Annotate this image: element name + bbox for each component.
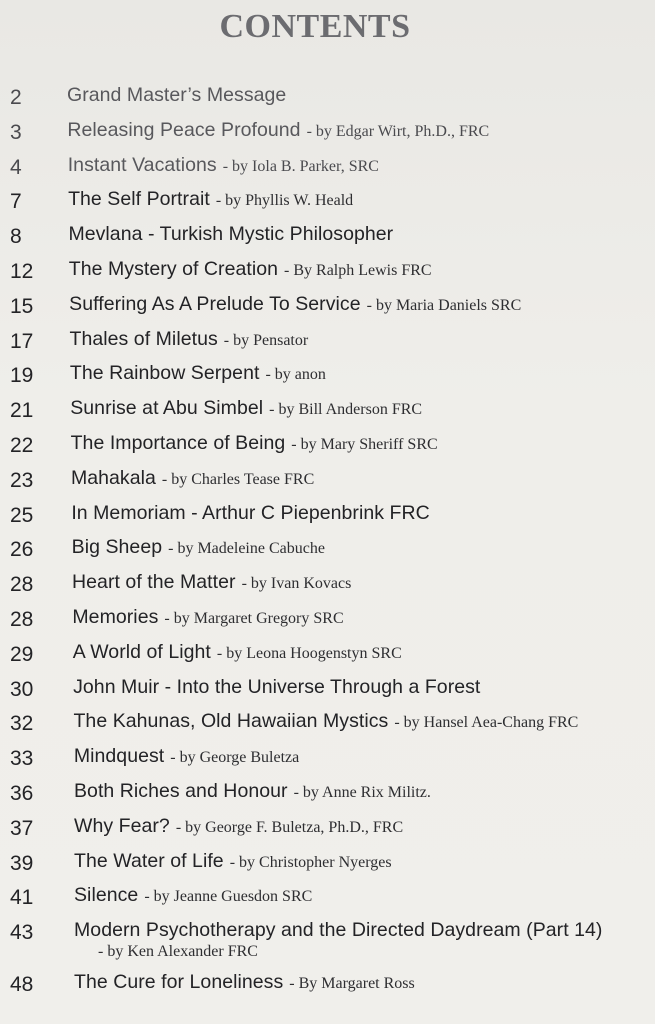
toc-entry[interactable]	[0, 536, 655, 571]
toc-entry[interactable]	[0, 641, 655, 676]
entry-text	[73, 710, 578, 733]
article-author: - by Margaret Gregory SRC	[164, 609, 344, 627]
page-number: 29	[10, 642, 34, 666]
article-title: Mevlana - Turkish Mystic Philosopher	[68, 223, 394, 246]
article-author: - by Leona Hoogenstyn SRC	[216, 644, 402, 662]
article-title: Grand Master’s Message	[67, 84, 287, 106]
article-title: John Muir - Into the Universe Through a Forest	[73, 675, 481, 698]
entry-text	[70, 362, 326, 385]
page-number: 28	[10, 573, 34, 597]
article-author: - by Hansel Aea-Chang FRC	[394, 714, 579, 732]
article-author: - by Edgar Wirt, Ph.D., FRC	[306, 122, 490, 140]
entry-text	[73, 641, 402, 664]
article-author: - By Ralph Lewis FRC	[284, 261, 432, 279]
toc-entry[interactable]	[0, 258, 655, 293]
page-number: 32	[10, 712, 34, 736]
article-title: Releasing Peace Profound	[67, 118, 301, 141]
entry-text	[74, 815, 403, 838]
page-number: 48	[10, 973, 34, 997]
article-title: Modern Psychotherapy and the Directed Daydream (Part 14)	[74, 919, 603, 942]
entry-text	[68, 154, 379, 177]
article-author: - By Margaret Ross	[289, 975, 415, 993]
page-number: 37	[10, 816, 34, 840]
toc-entry[interactable]	[0, 188, 655, 223]
article-title: Thales of Miletus	[69, 327, 218, 350]
article-title: The Self Portrait	[68, 188, 210, 211]
entry-text	[67, 119, 489, 142]
entry-text	[72, 536, 325, 559]
article-title: The Importance of Being	[70, 431, 286, 454]
toc-entry[interactable]	[0, 676, 655, 711]
article-title: Big Sheep	[71, 536, 163, 559]
article-title: Both Riches and Honour	[74, 779, 288, 802]
article-title: The Rainbow Serpent	[69, 362, 260, 385]
toc-entry[interactable]	[0, 362, 655, 397]
entry-text	[74, 971, 415, 994]
entry-text	[69, 293, 521, 316]
toc-entry[interactable]	[0, 223, 655, 258]
page-number: 8	[10, 225, 22, 249]
page-number: 17	[10, 329, 34, 353]
page-number: 3	[10, 120, 22, 144]
article-title: Heart of the Matter	[72, 571, 236, 594]
entry-text	[68, 223, 393, 246]
entry-text	[71, 432, 438, 455]
page-title: CONTENTS	[219, 8, 411, 45]
article-author: - by Pensator	[223, 331, 309, 349]
toc-entry[interactable]	[0, 84, 655, 119]
entry-text	[71, 467, 314, 490]
article-title: Why Fear?	[74, 814, 170, 837]
article-title: Sunrise at Abu Simbel	[70, 397, 264, 420]
toc-entry[interactable]	[0, 815, 655, 850]
page-number: 36	[10, 781, 34, 805]
article-title: A World of Light	[72, 640, 211, 663]
article-author: - by Jeanne Guesdon SRC	[144, 888, 313, 906]
article-author: - by anon	[265, 366, 326, 384]
toc-entry[interactable]	[0, 293, 655, 328]
toc-entry[interactable]	[0, 328, 655, 363]
page-number: 12	[10, 259, 34, 283]
entry-text	[72, 571, 351, 594]
entry-text	[67, 84, 286, 107]
entry-text	[74, 745, 299, 768]
entry-text	[70, 397, 422, 420]
toc-entry[interactable]	[0, 154, 655, 189]
page-number: 23	[10, 468, 34, 492]
article-title: The Cure for Loneliness	[74, 971, 284, 994]
toc-entry[interactable]	[0, 780, 655, 815]
article-title: Mahakala	[70, 466, 156, 489]
page-number: 2	[10, 86, 22, 109]
article-title: The Mystery of Creation	[68, 257, 279, 280]
toc-entry[interactable]	[0, 919, 655, 971]
toc-entry[interactable]	[0, 606, 655, 641]
page-number: 25	[10, 503, 34, 527]
article-title: In Memoriam - Arthur C Piepenbrink FRC	[71, 501, 430, 524]
toc-entry[interactable]	[0, 432, 655, 467]
article-author: - by Mary Sheriff SRC	[291, 435, 438, 453]
page-number: 7	[10, 190, 22, 214]
article-author: - by Bill Anderson FRC	[269, 401, 423, 419]
toc-entry[interactable]	[0, 710, 655, 745]
toc-entry[interactable]	[0, 884, 655, 919]
article-title: Mindquest	[73, 745, 165, 768]
article-author: - by Iola B. Parker, SRC	[222, 157, 379, 175]
page-number: 19	[10, 364, 34, 388]
article-title: Instant Vacations	[67, 153, 217, 176]
entry-text	[74, 884, 312, 907]
toc-entry[interactable]	[0, 119, 655, 154]
page-number: 28	[10, 607, 34, 631]
entry-text	[69, 258, 432, 281]
article-author: - by Ivan Kovacs	[241, 575, 352, 593]
toc-entry[interactable]	[0, 397, 655, 432]
entry-text	[68, 188, 353, 211]
entry-text	[70, 328, 309, 351]
toc-entry[interactable]	[0, 745, 655, 780]
page-number: 4	[10, 155, 22, 179]
page-number: 39	[10, 851, 34, 875]
entry-text	[74, 780, 431, 803]
page-number: 33	[10, 747, 34, 771]
article-author: - by Phyllis W. Heald	[215, 192, 354, 210]
page-number: 30	[10, 677, 34, 701]
article-author: - by George F. Buletza, Ph.D., FRC	[175, 818, 404, 836]
page-number: 22	[10, 433, 34, 457]
toc-entry[interactable]	[0, 971, 655, 1006]
toc-entry[interactable]	[0, 502, 655, 537]
entry-text	[73, 676, 480, 699]
article-title: Suffering As A Prelude To Service	[69, 292, 361, 315]
article-author: - by Anne Rix Militz.	[293, 783, 431, 801]
article-author: - by Charles Tease FRC	[161, 470, 315, 488]
page-number: 43	[10, 921, 34, 945]
article-title: Silence	[74, 884, 139, 907]
article-title: The Kahunas, Old Hawaiian Mystics	[73, 710, 389, 733]
article-title: The Water of Life	[74, 849, 224, 872]
article-author: - by Christopher Nyerges	[229, 853, 392, 871]
page-number: 41	[10, 886, 34, 910]
toc-entry[interactable]	[0, 571, 655, 606]
page-number: 21	[10, 399, 34, 423]
contents-list	[0, 84, 655, 1006]
page-number: 26	[10, 538, 34, 562]
entry-text	[72, 606, 343, 629]
article-author: - by Maria Daniels SRC	[366, 296, 522, 314]
article-title: Memories	[72, 605, 159, 628]
article-author: - by George Buletza	[170, 749, 300, 767]
article-author: - by Madeleine Cabuche	[168, 540, 325, 558]
article-author: - by Ken Alexander FRC	[98, 943, 258, 961]
toc-entry[interactable]	[0, 850, 655, 885]
entry-text	[71, 502, 429, 525]
entry-text	[74, 919, 602, 961]
toc-entry[interactable]	[0, 467, 655, 502]
entry-text	[74, 850, 392, 873]
page-number: 15	[10, 294, 34, 318]
